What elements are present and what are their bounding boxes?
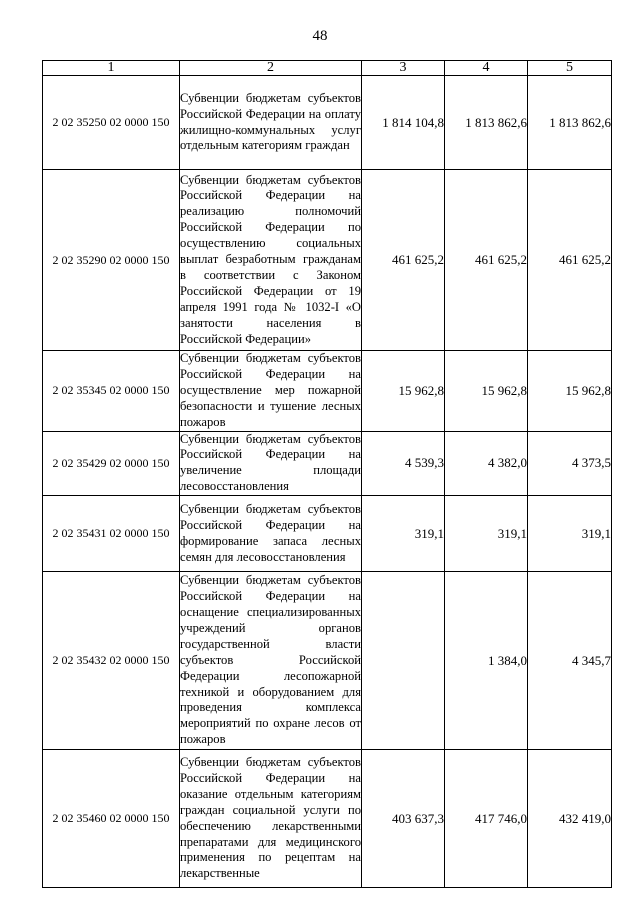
header-col-1: 1 bbox=[43, 61, 180, 76]
budget-code: 2 02 35250 02 0000 150 bbox=[43, 76, 180, 170]
amount-col-3: 1 814 104,8 bbox=[362, 76, 445, 170]
amount-col-4: 1 813 862,6 bbox=[445, 76, 528, 170]
budget-code: 2 02 35460 02 0000 150 bbox=[43, 750, 180, 888]
row-description: Субвенции бюджетам субъектов Российской Федерации на увеличение площади лесовосстановления bbox=[180, 431, 362, 496]
amount-col-4: 15 962,8 bbox=[445, 351, 528, 432]
page-number: 48 bbox=[312, 28, 328, 44]
row-description: Субвенции бюджетам субъектов Российской Федерации на осуществление мер пожарной безопасности и тушение лесных пожаров bbox=[180, 351, 362, 432]
table-row bbox=[43, 496, 612, 572]
amount-col-5: 1 813 862,6 bbox=[528, 76, 612, 170]
amount-col-3: 4 539,3 bbox=[362, 431, 445, 496]
header-col-4: 4 bbox=[445, 61, 528, 76]
budget-table bbox=[42, 60, 612, 888]
amount-col-5: 461 625,2 bbox=[528, 170, 612, 351]
table-row bbox=[43, 750, 612, 888]
budget-code: 2 02 35429 02 0000 150 bbox=[43, 431, 180, 496]
amount-col-4: 461 625,2 bbox=[445, 170, 528, 351]
amount-col-4: 1 384,0 bbox=[445, 572, 528, 750]
amount-col-4: 4 382,0 bbox=[445, 431, 528, 496]
table-row bbox=[43, 572, 612, 750]
header-col-3: 3 bbox=[362, 61, 445, 76]
header-col-2: 2 bbox=[180, 61, 362, 76]
amount-col-5: 4 345,7 bbox=[528, 572, 612, 750]
budget-code: 2 02 35345 02 0000 150 bbox=[43, 351, 180, 432]
row-description: Субвенции бюджетам субъектов Российской Федерации на реализацию полномочий Российской Федерации по осуществлению социальных выплат безработным гражданам в соответствии с Законом Российской Федерации от 19 апреля 1991 года № 1032-I «О занятости населения в Российской Федерации» bbox=[180, 170, 362, 351]
amount-col-3 bbox=[362, 572, 445, 750]
table-row bbox=[43, 351, 612, 432]
amount-col-5: 15 962,8 bbox=[528, 351, 612, 432]
row-description: Субвенции бюджетам субъектов Российской Федерации на оказание отдельным категориям граждан социальной услуги по обеспечению лекарственными препаратами для медицинского применения по рецептам на лекарственные bbox=[180, 750, 362, 888]
amount-col-3: 403 637,3 bbox=[362, 750, 445, 888]
amount-col-3: 15 962,8 bbox=[362, 351, 445, 432]
amount-col-5: 319,1 bbox=[528, 496, 612, 572]
table-header-row bbox=[43, 61, 612, 76]
row-description: Субвенции бюджетам субъектов Российской Федерации на формирование запаса лесных семян для лесовосстановления bbox=[180, 496, 362, 572]
header-col-5: 5 bbox=[528, 61, 612, 76]
amount-col-3: 319,1 bbox=[362, 496, 445, 572]
table-row bbox=[43, 431, 612, 496]
budget-code: 2 02 35432 02 0000 150 bbox=[43, 572, 180, 750]
budget-code: 2 02 35431 02 0000 150 bbox=[43, 496, 180, 572]
amount-col-5: 4 373,5 bbox=[528, 431, 612, 496]
row-description: Субвенции бюджетам субъектов Российской Федерации на оснащение специализированных учреждений органов государственной власти субъектов Российской Федерации лесопожарной техникой и оборудованием для проведения комплекса мероприятий по охране лесов от пожаров bbox=[180, 572, 362, 750]
amount-col-4: 417 746,0 bbox=[445, 750, 528, 888]
amount-col-3: 461 625,2 bbox=[362, 170, 445, 351]
budget-code: 2 02 35290 02 0000 150 bbox=[43, 170, 180, 351]
amount-col-4: 319,1 bbox=[445, 496, 528, 572]
table-row bbox=[43, 76, 612, 170]
amount-col-5: 432 419,0 bbox=[528, 750, 612, 888]
row-description: Субвенции бюджетам субъектов Российской Федерации на оплату жилищно-коммунальных услуг отдельным категориям граждан bbox=[180, 76, 362, 170]
table-row bbox=[43, 170, 612, 351]
